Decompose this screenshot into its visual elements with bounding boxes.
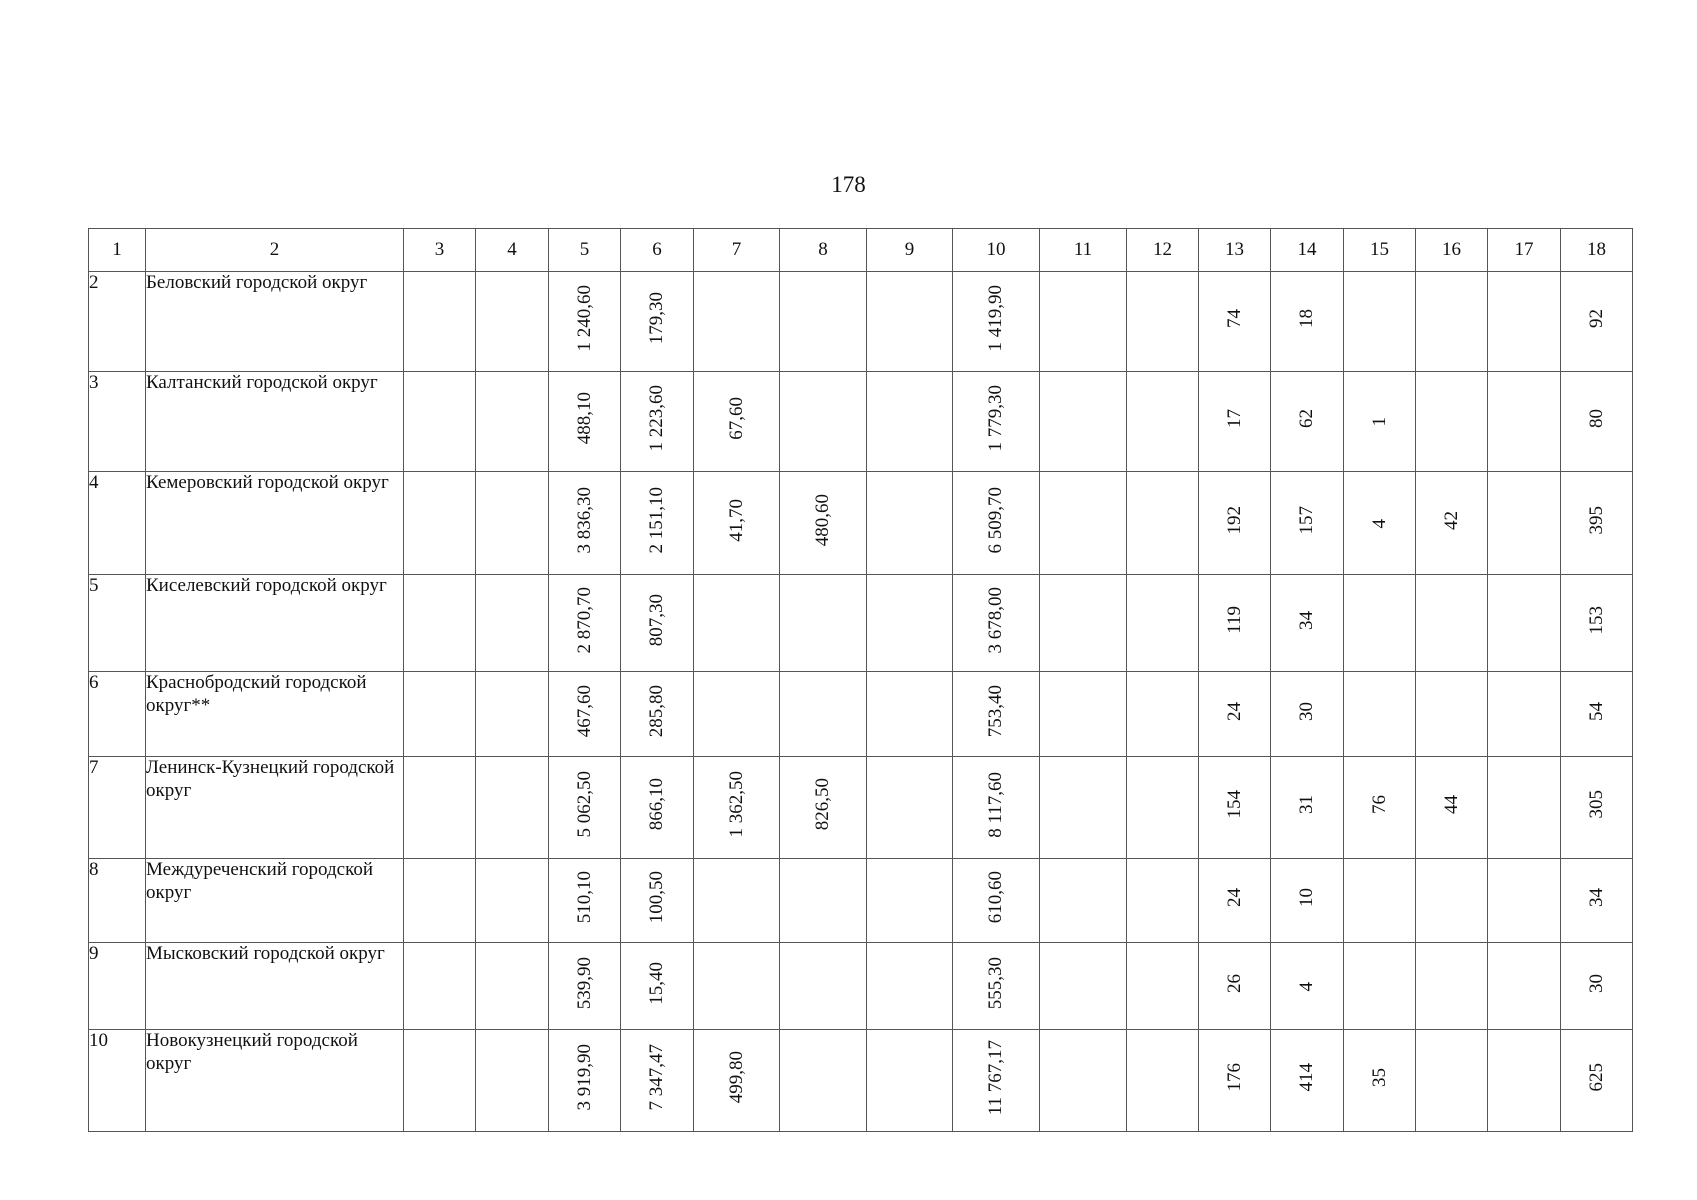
value-cell xyxy=(953,757,1040,859)
value-cell xyxy=(1488,1030,1561,1132)
cell-value: 62 xyxy=(1296,409,1317,428)
value-cell xyxy=(621,272,694,372)
cell-value: 4 xyxy=(1368,518,1390,528)
cell-value: 499,80 xyxy=(725,1051,747,1104)
column-header: 2 xyxy=(146,229,404,272)
value-cell xyxy=(1199,272,1271,372)
cell-value: 44 xyxy=(1440,795,1462,814)
value-cell xyxy=(1127,575,1199,672)
value-cell xyxy=(1127,372,1199,472)
value-cell xyxy=(1199,372,1271,472)
cell-value: 31 xyxy=(1296,795,1317,814)
cell-value: 11 767,17 xyxy=(985,1039,1006,1116)
row-number: 5 xyxy=(89,575,146,672)
table-row xyxy=(89,943,1633,1030)
value-cell xyxy=(867,859,953,943)
cell-value: 6 509,70 xyxy=(985,486,1006,554)
column-header: 3 xyxy=(404,229,476,272)
table-row xyxy=(89,372,1633,472)
value-cell xyxy=(476,472,549,575)
cell-value: 154 xyxy=(1223,790,1245,819)
district-name: Междуреченский городской округ xyxy=(146,859,404,943)
value-cell xyxy=(953,472,1040,575)
column-header: 11 xyxy=(1040,229,1127,272)
value-cell xyxy=(780,575,867,672)
value-cell xyxy=(953,575,1040,672)
row-number: 9 xyxy=(89,943,146,1030)
value-cell xyxy=(694,575,780,672)
cell-value: 24 xyxy=(1223,888,1245,907)
cell-value: 467,60 xyxy=(573,684,595,738)
value-cell xyxy=(1416,372,1488,472)
cell-value: 7 347,47 xyxy=(646,1044,667,1111)
value-cell xyxy=(476,272,549,372)
value-cell xyxy=(621,859,694,943)
value-cell xyxy=(1416,575,1488,672)
value-cell xyxy=(1271,672,1344,757)
value-cell xyxy=(621,575,694,672)
value-cell xyxy=(1488,372,1561,472)
row-number: 2 xyxy=(89,272,146,372)
value-cell xyxy=(1561,372,1633,472)
cell-value: 26 xyxy=(1223,973,1245,993)
value-cell xyxy=(780,757,867,859)
column-header: 10 xyxy=(953,229,1040,272)
value-cell xyxy=(1040,272,1127,372)
value-cell xyxy=(1199,575,1271,672)
cell-value: 10 xyxy=(1296,888,1317,907)
value-cell xyxy=(549,757,621,859)
value-cell xyxy=(1416,472,1488,575)
value-cell xyxy=(621,372,694,472)
value-cell xyxy=(953,272,1040,372)
value-cell xyxy=(1416,272,1488,372)
value-cell xyxy=(1344,575,1416,672)
table-row xyxy=(89,672,1633,757)
value-cell xyxy=(476,672,549,757)
value-cell xyxy=(404,272,476,372)
cell-value: 826,50 xyxy=(812,778,833,831)
cell-value: 18 xyxy=(1296,309,1317,328)
value-cell xyxy=(694,1030,780,1132)
cell-value: 35 xyxy=(1368,1068,1390,1087)
value-cell xyxy=(1127,757,1199,859)
value-cell xyxy=(1040,757,1127,859)
district-name: Новокузнецкий городской округ xyxy=(146,1030,404,1132)
cell-value: 510,10 xyxy=(573,871,595,924)
value-cell xyxy=(404,575,476,672)
cell-value: 34 xyxy=(1585,888,1607,907)
column-header: 14 xyxy=(1271,229,1344,272)
cell-value: 179,30 xyxy=(646,292,667,345)
district-name: Киселевский городской округ xyxy=(146,575,404,672)
value-cell xyxy=(621,1030,694,1132)
table-body xyxy=(89,272,1633,1132)
value-cell xyxy=(404,472,476,575)
cell-value: 305 xyxy=(1585,790,1607,819)
value-cell xyxy=(694,859,780,943)
column-header: 15 xyxy=(1344,229,1416,272)
value-cell xyxy=(1488,672,1561,757)
value-cell xyxy=(476,943,549,1030)
district-name: Ленинск-Кузнецкий городской округ xyxy=(146,757,404,859)
value-cell xyxy=(953,1030,1040,1132)
cell-value: 24 xyxy=(1223,701,1245,721)
row-number: 4 xyxy=(89,472,146,575)
cell-value: 480,60 xyxy=(812,493,833,547)
value-cell xyxy=(867,672,953,757)
cell-value: 153 xyxy=(1585,605,1607,635)
value-cell xyxy=(1561,859,1633,943)
value-cell xyxy=(1488,859,1561,943)
district-name: Кемеровский городской округ xyxy=(146,472,404,575)
value-cell xyxy=(1488,472,1561,575)
value-cell xyxy=(1561,943,1633,1030)
cell-value: 74 xyxy=(1223,309,1245,328)
value-cell xyxy=(694,472,780,575)
cell-value: 2 870,70 xyxy=(573,586,595,654)
value-cell xyxy=(549,859,621,943)
value-cell xyxy=(1127,943,1199,1030)
column-header: 8 xyxy=(780,229,867,272)
table-row xyxy=(89,757,1633,859)
value-cell xyxy=(621,472,694,575)
value-cell xyxy=(404,757,476,859)
value-cell xyxy=(1040,472,1127,575)
column-header: 17 xyxy=(1488,229,1561,272)
row-number: 6 xyxy=(89,672,146,757)
value-cell xyxy=(1127,672,1199,757)
value-cell xyxy=(1416,859,1488,943)
value-cell xyxy=(780,672,867,757)
value-cell xyxy=(549,472,621,575)
value-cell xyxy=(1040,672,1127,757)
cell-value: 1 240,60 xyxy=(573,285,595,352)
cell-value: 1 xyxy=(1368,417,1390,427)
column-header: 1 xyxy=(89,229,146,272)
value-cell xyxy=(694,672,780,757)
cell-value: 15,40 xyxy=(646,961,667,1005)
value-cell xyxy=(549,1030,621,1132)
value-cell xyxy=(1271,372,1344,472)
value-cell xyxy=(1488,757,1561,859)
cell-value: 1 779,30 xyxy=(985,385,1006,452)
value-cell xyxy=(476,1030,549,1132)
value-cell xyxy=(694,757,780,859)
value-cell xyxy=(404,672,476,757)
value-cell xyxy=(1199,943,1271,1030)
cell-value: 1 419,90 xyxy=(985,285,1006,352)
cell-value: 30 xyxy=(1585,973,1607,993)
value-cell xyxy=(1127,472,1199,575)
cell-value: 67,60 xyxy=(725,397,747,440)
table-row xyxy=(89,272,1633,372)
value-cell xyxy=(404,1030,476,1132)
cell-value: 30 xyxy=(1296,701,1317,721)
cell-value: 54 xyxy=(1585,701,1607,721)
value-cell xyxy=(780,859,867,943)
value-cell xyxy=(1561,272,1633,372)
value-cell xyxy=(1344,272,1416,372)
column-header: 13 xyxy=(1199,229,1271,272)
cell-value: 42 xyxy=(1440,510,1462,530)
value-cell xyxy=(621,672,694,757)
value-cell xyxy=(953,372,1040,472)
column-header: 5 xyxy=(549,229,621,272)
value-cell xyxy=(1271,757,1344,859)
cell-value: 8 117,60 xyxy=(985,771,1006,838)
cell-value: 395 xyxy=(1585,505,1607,535)
value-cell xyxy=(1127,272,1199,372)
value-cell xyxy=(1040,943,1127,1030)
cell-value: 3 678,00 xyxy=(985,586,1006,654)
cell-value: 625 xyxy=(1585,1063,1607,1092)
column-header: 6 xyxy=(621,229,694,272)
cell-value: 92 xyxy=(1585,309,1607,328)
cell-value: 17 xyxy=(1223,409,1245,428)
cell-value: 76 xyxy=(1368,795,1390,814)
cell-value: 3 836,30 xyxy=(573,486,595,554)
district-name: Мысковский городской округ xyxy=(146,943,404,1030)
cell-value: 753,40 xyxy=(985,684,1006,738)
value-cell xyxy=(476,757,549,859)
cell-value: 41,70 xyxy=(725,498,747,542)
value-cell xyxy=(780,472,867,575)
value-cell xyxy=(549,272,621,372)
cell-value: 1 223,60 xyxy=(646,385,667,452)
value-cell xyxy=(1271,575,1344,672)
cell-value: 157 xyxy=(1296,505,1317,535)
value-cell xyxy=(1561,672,1633,757)
value-cell xyxy=(867,943,953,1030)
value-cell xyxy=(867,472,953,575)
cell-value: 3 919,90 xyxy=(573,1044,595,1111)
table-header xyxy=(89,229,1633,272)
table-row xyxy=(89,859,1633,943)
value-cell xyxy=(1127,859,1199,943)
cell-value: 192 xyxy=(1223,505,1245,535)
value-cell xyxy=(953,943,1040,1030)
value-cell xyxy=(1040,575,1127,672)
row-number: 8 xyxy=(89,859,146,943)
value-cell xyxy=(953,859,1040,943)
value-cell xyxy=(1416,757,1488,859)
value-cell xyxy=(867,272,953,372)
cell-value: 34 xyxy=(1296,610,1317,630)
value-cell xyxy=(1271,472,1344,575)
row-number: 10 xyxy=(89,1030,146,1132)
value-cell xyxy=(694,943,780,1030)
value-cell xyxy=(1199,472,1271,575)
table-row xyxy=(89,1030,1633,1132)
value-cell xyxy=(621,757,694,859)
cell-value: 119 xyxy=(1223,606,1245,634)
value-cell xyxy=(780,272,867,372)
value-cell xyxy=(780,372,867,472)
district-name: Беловский городской округ xyxy=(146,272,404,372)
value-cell xyxy=(1127,1030,1199,1132)
page-number: 178 xyxy=(831,172,866,197)
value-cell xyxy=(1344,372,1416,472)
district-name: Краснобродский городской округ** xyxy=(146,672,404,757)
column-header: 18 xyxy=(1561,229,1633,272)
cell-value: 4 xyxy=(1296,981,1317,991)
district-name: Калтанский городской округ xyxy=(146,372,404,472)
value-cell xyxy=(1344,943,1416,1030)
row-number: 3 xyxy=(89,372,146,472)
value-cell xyxy=(1199,757,1271,859)
value-cell xyxy=(1344,1030,1416,1132)
value-cell xyxy=(694,372,780,472)
value-cell xyxy=(1344,757,1416,859)
value-cell xyxy=(476,575,549,672)
value-cell xyxy=(404,372,476,472)
cell-value: 807,30 xyxy=(646,593,667,647)
value-cell xyxy=(1271,859,1344,943)
value-cell xyxy=(1271,272,1344,372)
data-table xyxy=(88,228,1633,1132)
column-header: 16 xyxy=(1416,229,1488,272)
cell-value: 414 xyxy=(1296,1063,1317,1092)
cell-value: 866,10 xyxy=(646,778,667,831)
value-cell xyxy=(1416,672,1488,757)
value-cell xyxy=(621,943,694,1030)
value-cell xyxy=(1561,472,1633,575)
value-cell xyxy=(476,859,549,943)
value-cell xyxy=(1488,272,1561,372)
cell-value: 285,80 xyxy=(646,684,667,738)
value-cell xyxy=(867,757,953,859)
value-cell xyxy=(1199,672,1271,757)
value-cell xyxy=(867,372,953,472)
value-cell xyxy=(1040,1030,1127,1132)
header-row xyxy=(89,229,1633,272)
row-number: 7 xyxy=(89,757,146,859)
cell-value: 610,60 xyxy=(985,871,1006,924)
value-cell xyxy=(1344,859,1416,943)
value-cell xyxy=(404,943,476,1030)
value-cell xyxy=(1561,575,1633,672)
cell-value: 539,90 xyxy=(573,956,595,1010)
table-row xyxy=(89,575,1633,672)
value-cell xyxy=(549,943,621,1030)
column-header: 12 xyxy=(1127,229,1199,272)
value-cell xyxy=(1271,943,1344,1030)
value-cell xyxy=(1344,472,1416,575)
column-header: 7 xyxy=(694,229,780,272)
value-cell xyxy=(694,272,780,372)
value-cell xyxy=(1561,1030,1633,1132)
value-cell xyxy=(867,575,953,672)
cell-value: 2 151,10 xyxy=(646,486,667,554)
value-cell xyxy=(1561,757,1633,859)
cell-value: 80 xyxy=(1585,409,1607,428)
cell-value: 5 062,50 xyxy=(573,771,595,838)
value-cell xyxy=(476,372,549,472)
value-cell xyxy=(549,575,621,672)
value-cell xyxy=(1199,859,1271,943)
value-cell xyxy=(549,372,621,472)
value-cell xyxy=(780,1030,867,1132)
value-cell xyxy=(1488,575,1561,672)
value-cell xyxy=(549,672,621,757)
cell-value: 488,10 xyxy=(573,392,595,445)
value-cell xyxy=(1488,943,1561,1030)
cell-value: 176 xyxy=(1223,1063,1245,1092)
value-cell xyxy=(1271,1030,1344,1132)
value-cell xyxy=(1199,1030,1271,1132)
value-cell xyxy=(1416,943,1488,1030)
value-cell xyxy=(1344,672,1416,757)
cell-value: 1 362,50 xyxy=(725,771,747,838)
value-cell xyxy=(404,859,476,943)
column-header: 9 xyxy=(867,229,953,272)
table-row xyxy=(89,472,1633,575)
value-cell xyxy=(1416,1030,1488,1132)
value-cell xyxy=(953,672,1040,757)
value-cell xyxy=(867,1030,953,1132)
cell-value: 100,50 xyxy=(646,871,667,924)
column-header: 4 xyxy=(476,229,549,272)
value-cell xyxy=(1040,372,1127,472)
value-cell xyxy=(780,943,867,1030)
value-cell xyxy=(1040,859,1127,943)
cell-value: 555,30 xyxy=(985,956,1006,1010)
